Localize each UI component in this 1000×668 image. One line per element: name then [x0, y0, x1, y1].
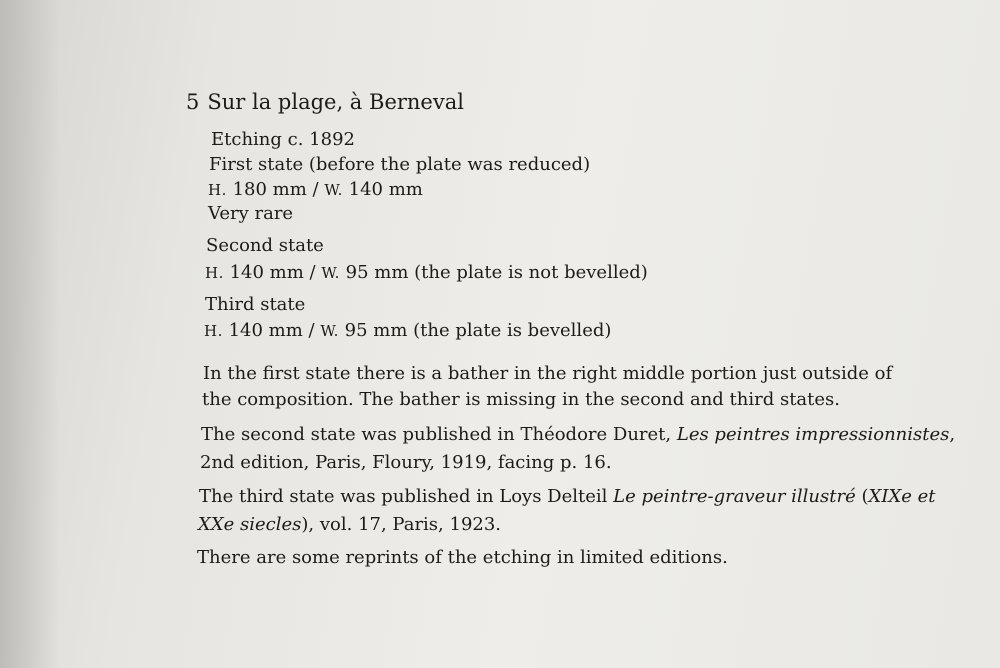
second-state-label: Second state	[206, 235, 324, 256]
height-abbrev: H.	[204, 322, 223, 340]
paragraph-2-comma: ,	[949, 424, 956, 445]
width-abbrev: W.	[320, 322, 339, 340]
height-value: 140 mm /	[228, 320, 321, 341]
paragraph-1-line-2: the composition. The bather is missing in the second and third states.	[202, 389, 841, 410]
rarity-line: Very rare	[208, 203, 294, 224]
paragraph-2-line-1	[201, 423, 955, 447]
second-state-dimensions	[205, 261, 648, 285]
book-title-italic: Le peintre-graveur illustré	[613, 486, 856, 507]
paragraph-3-line-1	[199, 485, 936, 509]
first-state-dimensions	[208, 178, 423, 202]
width-value: 95 mm (the plate is not bevelled)	[345, 262, 648, 283]
height-abbrev: H.	[208, 181, 227, 199]
width-abbrev: W.	[321, 264, 340, 282]
paragraph-2-text: The second state was published in Théodore Duret,	[201, 424, 677, 445]
paragraph-3-line-2	[198, 513, 501, 537]
width-value: 95 mm (the plate is bevelled)	[344, 320, 612, 341]
paragraph-1-line-1: In the first state there is a bather in the right middle portion just outside of	[203, 363, 893, 384]
width-abbrev: W.	[324, 181, 343, 199]
height-abbrev: H.	[205, 264, 224, 282]
entry-heading	[186, 90, 464, 114]
height-value: 180 mm /	[232, 179, 325, 200]
century-italic: XXe siecles	[198, 514, 302, 535]
paragraph-3-text: The third state was published in Loys Delteil	[199, 486, 614, 507]
paragraph-2-line-2: 2nd edition, Paris, Floury, 1919, facing p. 16.	[200, 452, 612, 473]
first-state-label: First state (before the plate was reduced)	[209, 154, 591, 175]
book-title-italic: Les peintres impressionnistes	[676, 424, 950, 445]
third-state-label: Third state	[205, 294, 306, 315]
page-shadow	[0, 0, 60, 668]
paragraph-4-line-1: There are some reprints of the etching in limited editions.	[197, 547, 728, 568]
width-value: 140 mm	[348, 179, 423, 200]
paragraph-3-paren: (	[855, 486, 869, 507]
paragraph-3-text-end: ), vol. 17, Paris, 1923.	[301, 514, 502, 535]
height-value: 140 mm /	[229, 262, 322, 283]
entry-number: 5	[186, 90, 200, 114]
medium-line: Etching c. 1892	[211, 129, 355, 150]
entry-title: Sur la plage, à Berneval	[207, 90, 464, 114]
century-italic: XIXe et	[868, 486, 936, 507]
third-state-dimensions	[204, 319, 611, 343]
